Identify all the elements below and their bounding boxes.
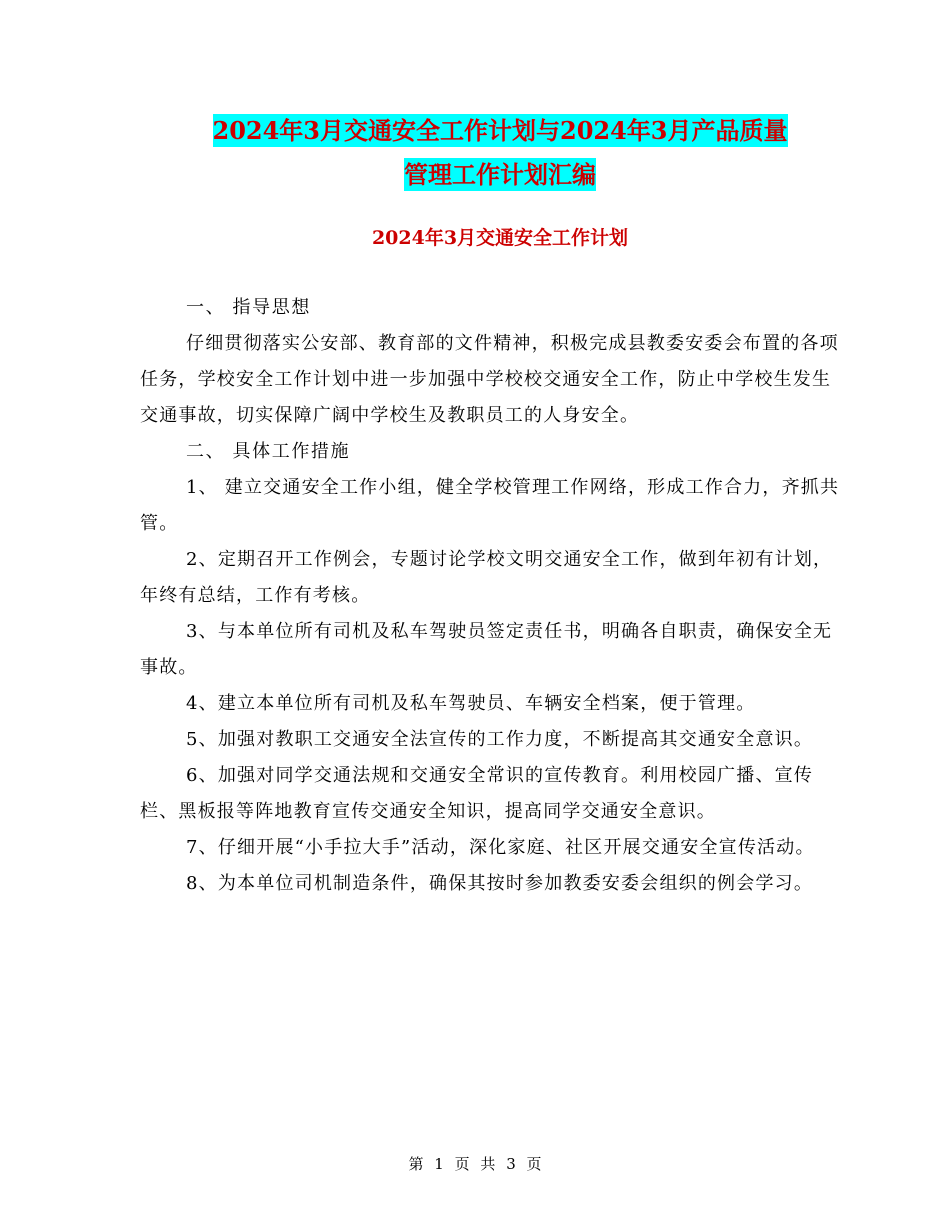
document-title-line1 bbox=[140, 108, 860, 154]
measure-item-2: 2、定期召开工作例会，专题讨论学校文明交通安全工作，做到年初有计划，年终有总结，工作有考核。 bbox=[140, 549, 833, 606]
footer-total-pages: 3 bbox=[506, 1155, 516, 1173]
footer-prefix: 第 bbox=[408, 1155, 424, 1173]
paragraph-guiding-ideology: 仔细贯彻落实公安部、教育部的文件精神，积极完成县教委安委会布置的各项任务，学校安全工作计划中进一步加强中学校校交通安全工作，防止中学校生发生交通事故，切实保障广阔中学校生及教职员工的人身安全。 bbox=[140, 333, 839, 426]
measure-item-1: 1、 建立交通安全工作小组，健全学校管理工作网络，形成工作合力，齐抓共管。 bbox=[140, 477, 840, 534]
measure-item-5: 5、加强对教职工交通安全法宣传的工作力度，不断提高其交通安全意识。 bbox=[186, 729, 814, 750]
document-title-line2 bbox=[140, 152, 860, 198]
measure-item-4: 4、建立本单位所有司机及私车驾驶员、车辆安全档案，便于管理。 bbox=[186, 693, 756, 714]
footer-suffix: 页 bbox=[526, 1155, 542, 1173]
heading-guiding-ideology: 一、 指导思想 bbox=[186, 297, 311, 318]
document-title-line1-text: 2024年3月交通安全工作计划与2024年3月产品质量 bbox=[212, 116, 788, 145]
footer-middle2: 共 bbox=[480, 1155, 496, 1173]
measure-item-7: 7、仔细开展“小手拉大手”活动，深化家庭、社区开展交通安全宣传活动。 bbox=[186, 837, 815, 858]
heading-work-measures: 二、 具体工作措施 bbox=[186, 441, 351, 462]
page-footer bbox=[0, 1152, 950, 1176]
document-title-line2-text: 管理工作计划汇编 bbox=[404, 160, 596, 189]
footer-page-number: 1 bbox=[434, 1155, 444, 1173]
measure-item-8: 8、为本单位司机制造条件，确保其按时参加教委安委会组织的例会学习。 bbox=[186, 873, 814, 894]
measure-item-3: 3、与本单位所有司机及私车驾驶员签定责任书，明确各自职责，确保安全无事故。 bbox=[140, 621, 833, 678]
document-body bbox=[140, 290, 840, 902]
footer-middle1: 页 bbox=[454, 1155, 470, 1173]
measure-item-6: 6、加强对同学交通法规和交通安全常识的宣传教育。利用校园广播、宣传栏、黑板报等阵地教育宣传交通安全知识，提高同学交通安全意识。 bbox=[140, 765, 814, 822]
section-title: 2024年3月交通安全工作计划 bbox=[371, 227, 629, 249]
